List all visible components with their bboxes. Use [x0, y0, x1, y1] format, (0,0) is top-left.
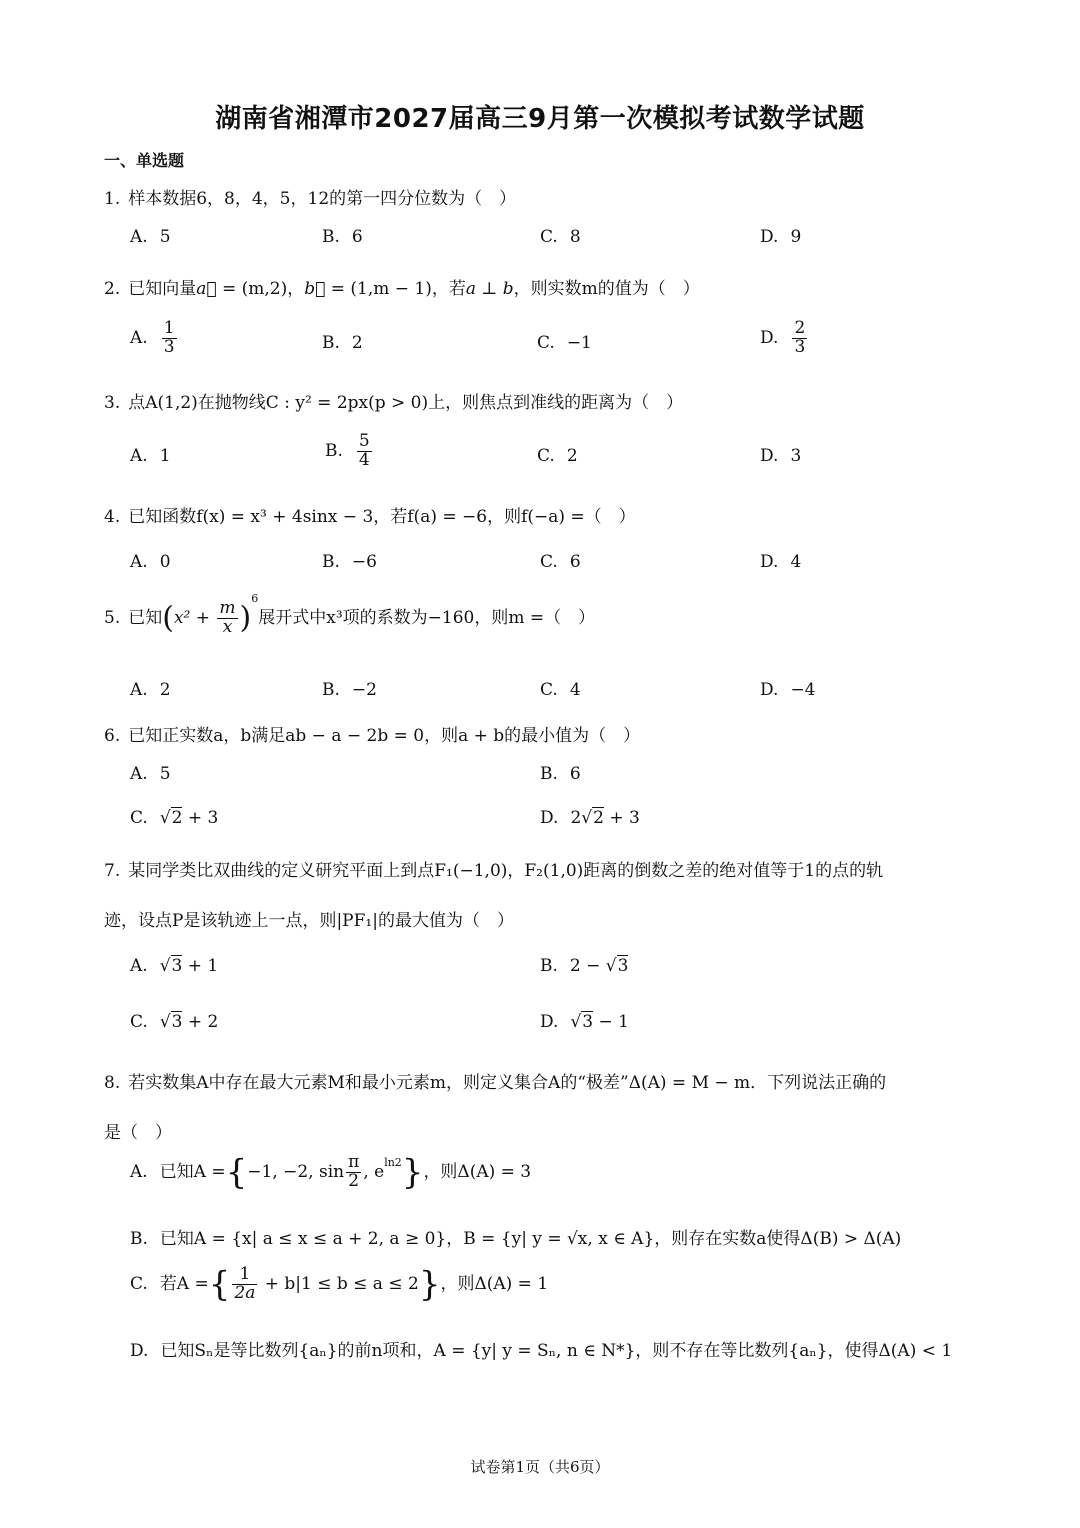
question-text: 展开式中x³项的系数为−160，则m =（ ）: [258, 607, 596, 628]
option-text: 2: [566, 446, 578, 466]
left-paren: (: [162, 600, 174, 636]
exponent: 6: [251, 592, 259, 606]
numerator: 2: [794, 318, 806, 338]
question-8: [104, 1068, 886, 1093]
fraction: [162, 320, 177, 357]
section-heading: 一、单选题: [104, 151, 185, 170]
q7-option-d[interactable]: D. √3 − 1: [540, 1012, 629, 1032]
option-text: ，则Δ(A) = 3: [423, 1161, 532, 1182]
option-label: B.: [540, 956, 558, 976]
denominator: 2: [348, 1170, 360, 1191]
question-number: 8.: [104, 1073, 121, 1093]
option-label: B.: [322, 227, 340, 247]
option-label: C.: [537, 446, 555, 466]
option-text: 4: [569, 680, 581, 700]
option-text: 2: [570, 808, 582, 828]
q1-option-d[interactable]: [760, 227, 801, 247]
question-number: 6.: [104, 726, 121, 746]
option-text: 已知A = {x| a ≤ x ≤ a + 2, a ≥ 0}，B = {y| y = √x, x ∈ A}，则存在实数a使得Δ(B) > Δ(A): [159, 1229, 902, 1249]
question-5: 5. 已知(x² + $\frac{m}{x}$ )$^6$展开式中x³项的系数为−160，则m =（ ）: [104, 592, 596, 637]
question-text: 迹，设点P是该轨迹上一点，则|PF₁|的最大值为（ ）: [104, 911, 514, 931]
option-label: D.: [760, 327, 779, 348]
option-text: 6: [351, 227, 363, 247]
question-text: 若实数集A中存在最大元素M和最小元素m，则定义集合A的“极差”Δ(A) = M − m．下列说法正确的: [128, 1073, 887, 1093]
set-elements: , e: [363, 1161, 385, 1182]
fraction: [346, 1154, 361, 1191]
option-label: C.: [540, 552, 558, 572]
q4-option-b[interactable]: [322, 552, 377, 572]
option-label: B.: [130, 1229, 148, 1249]
question-text: 已知: [128, 607, 163, 628]
question-6: [104, 721, 640, 746]
set-elements: −1, −2, sin: [247, 1161, 345, 1182]
option-label: D.: [760, 552, 779, 572]
vector-a: a⃗: [196, 279, 217, 299]
q3-option-c[interactable]: [537, 446, 578, 466]
question-number: 4.: [104, 507, 121, 527]
left-brace: {: [208, 1264, 231, 1305]
option-text: 已知Sₙ是等比数列{aₙ}的前n项和，A = {y| y = Sₙ, n ∈ N*}，则不存在等比数列{aₙ}，使得Δ(A) < 1: [160, 1341, 953, 1361]
option-text: −6: [351, 552, 377, 572]
radicand: 3: [171, 1012, 183, 1032]
option-text: + 2: [182, 1012, 219, 1032]
q5-option-b[interactable]: [322, 680, 377, 700]
option-text: 5: [159, 227, 171, 247]
radicand: 2: [593, 808, 604, 828]
q6-option-b[interactable]: [540, 764, 581, 784]
fraction: [792, 320, 807, 357]
option-text: + 1: [182, 956, 219, 976]
question-7-continued: [104, 906, 514, 931]
q6-option-c[interactable]: C. √2 + 3: [130, 808, 219, 828]
radicand: 3: [617, 956, 629, 976]
q5-option-c[interactable]: [540, 680, 581, 700]
numerator: π: [348, 1152, 360, 1172]
option-text: −4: [790, 680, 816, 700]
vector-b: b⃗: [304, 279, 326, 299]
question-2: [104, 274, 700, 299]
option-text: 9: [790, 227, 802, 247]
option-label: D.: [760, 680, 779, 700]
denominator: 4: [358, 449, 370, 470]
denominator: x: [222, 616, 233, 637]
option-label: A.: [130, 680, 148, 700]
denominator: 2a: [234, 1282, 256, 1303]
option-text: 5: [159, 764, 171, 784]
question-number: 7.: [104, 861, 121, 881]
q7-option-c[interactable]: C. √3 + 2: [130, 1012, 219, 1032]
option-label: D.: [540, 1012, 559, 1032]
q7-option-a[interactable]: A. √3 + 1: [130, 956, 219, 976]
option-label: C.: [537, 333, 555, 353]
exponent: ln2: [384, 1156, 402, 1170]
q5-option-a[interactable]: [130, 680, 171, 700]
q4-option-a[interactable]: [130, 552, 171, 572]
option-label: A.: [130, 552, 148, 572]
option-text: 1: [159, 446, 171, 466]
numerator: m: [219, 598, 236, 618]
q1-option-b[interactable]: [322, 227, 363, 247]
radicand: 3: [582, 1012, 594, 1032]
option-text: + 3: [182, 808, 219, 828]
q3-option-d[interactable]: [760, 446, 801, 466]
q2-option-d[interactable]: [760, 320, 809, 357]
option-label: A.: [130, 446, 148, 466]
option-label: C.: [130, 808, 148, 828]
q8-option-c[interactable]: [130, 1266, 548, 1303]
q4-option-c[interactable]: [540, 552, 581, 572]
option-label: B.: [322, 680, 340, 700]
q1-option-c[interactable]: [540, 227, 581, 247]
option-text: 2: [159, 680, 171, 700]
q7-option-b[interactable]: B. 2 − √3: [540, 956, 629, 976]
option-label: C.: [540, 680, 558, 700]
option-label: A.: [130, 956, 148, 976]
option-label: A.: [130, 227, 148, 247]
option-text: 6: [569, 764, 581, 784]
q8-option-b[interactable]: [130, 1224, 901, 1249]
fraction: [232, 1266, 257, 1303]
exam-title: 湖南省湘潭市2027届高三9月第一次模拟考试数学试题: [215, 104, 865, 134]
numerator: 1: [232, 1266, 257, 1285]
option-text: 4: [790, 552, 802, 572]
option-label: B.: [540, 764, 558, 784]
option-text: 8: [569, 227, 581, 247]
option-text: 0: [159, 552, 171, 572]
option-label: C.: [130, 1012, 148, 1032]
option-text: ，则Δ(A) = 1: [440, 1273, 549, 1294]
option-label: D.: [540, 808, 559, 828]
q1-option-a[interactable]: [130, 227, 171, 247]
q2-option-c[interactable]: [537, 333, 592, 353]
question-number: 5.: [104, 607, 121, 628]
question-8-continued: [104, 1118, 172, 1143]
page-footer: 试卷第1页（共6页）: [470, 1458, 610, 1476]
right-brace: }: [418, 1264, 441, 1305]
question-number: 2.: [104, 279, 121, 299]
question-text: 点A(1,2)在抛物线C : y² = 2px(p > 0)上，则焦点到准线的距离为（ ）: [128, 393, 684, 413]
radicand: 3: [171, 956, 183, 976]
option-label: C.: [540, 227, 558, 247]
q8-option-a[interactable]: [130, 1154, 531, 1191]
question-text: 已知函数f(x) = x³ + 4sinx − 3，若f(a) = −6，则f(−a) =（ ）: [128, 507, 636, 527]
option-label: D.: [760, 227, 779, 247]
option-text: 若A =: [159, 1273, 209, 1294]
option-label: D.: [760, 446, 779, 466]
option-label: B.: [325, 440, 343, 461]
question-number: 3.: [104, 393, 121, 413]
question-text: 已知正实数a，b满足ab − a − 2b = 0，则a + b的最小值为（ ）: [128, 726, 641, 746]
option-label: B.: [322, 552, 340, 572]
q6-option-d[interactable]: D. 2√2 + 3: [540, 808, 640, 828]
denominator: 3: [163, 336, 175, 357]
q4-option-d[interactable]: [760, 552, 801, 572]
option-text: 2 −: [569, 956, 606, 976]
option-label: A.: [130, 1161, 148, 1182]
option-label: A.: [130, 327, 148, 348]
radicand: 2: [171, 808, 183, 828]
option-text: 已知A =: [159, 1161, 226, 1182]
option-label: B.: [322, 333, 340, 353]
option-text: − 1: [593, 1012, 629, 1032]
math-expr: x²: [173, 607, 191, 628]
option-text: 2: [351, 333, 363, 353]
q2-option-b[interactable]: [322, 333, 363, 353]
question-text: 已知向量: [128, 279, 197, 299]
q2-option-a[interactable]: [130, 320, 179, 357]
fraction: [357, 433, 372, 470]
option-label: A.: [130, 764, 148, 784]
question-7: [104, 856, 883, 881]
option-label: C.: [130, 1273, 148, 1294]
option-text: 3: [790, 446, 802, 466]
question-text: = (1,m − 1)，若: [325, 279, 466, 299]
q6-option-a[interactable]: [130, 764, 171, 784]
option-text: −1: [566, 333, 592, 353]
option-text: + 3: [603, 808, 640, 828]
question-text: = (m,2)，: [216, 279, 305, 299]
question-number: 1.: [104, 189, 121, 209]
q5-option-d[interactable]: [760, 680, 816, 700]
question-text: 是（ ）: [104, 1123, 172, 1143]
option-label: D.: [130, 1341, 149, 1361]
numerator: 1: [163, 318, 175, 338]
q8-option-d[interactable]: [130, 1336, 952, 1361]
question-text: 样本数据6，8，4，5，12的第一四分位数为（ ）: [128, 189, 517, 209]
numerator: 5: [358, 431, 370, 451]
q3-option-a[interactable]: [130, 446, 171, 466]
option-text: 6: [569, 552, 581, 572]
perpendicular-expr: a ⊥ b: [465, 279, 514, 299]
question-1: [104, 184, 516, 209]
question-4: [104, 502, 636, 527]
question-3: [104, 388, 683, 413]
left-brace: {: [225, 1152, 248, 1193]
right-brace: }: [401, 1152, 424, 1193]
set-condition: + b|1 ≤ b ≤ a ≤ 2: [259, 1273, 419, 1294]
right-paren: ): [239, 600, 252, 636]
option-text: −2: [351, 680, 377, 700]
denominator: 3: [794, 336, 806, 357]
question-text: ，则实数m的值为（ ）: [513, 279, 700, 299]
question-text: 某同学类比双曲线的定义研究平面上到点F₁(−1,0)，F₂(1,0)距离的倒数之差的绝对值等于1的点的轨: [128, 861, 884, 881]
fraction: [217, 600, 237, 637]
q3-option-b[interactable]: [325, 433, 374, 470]
